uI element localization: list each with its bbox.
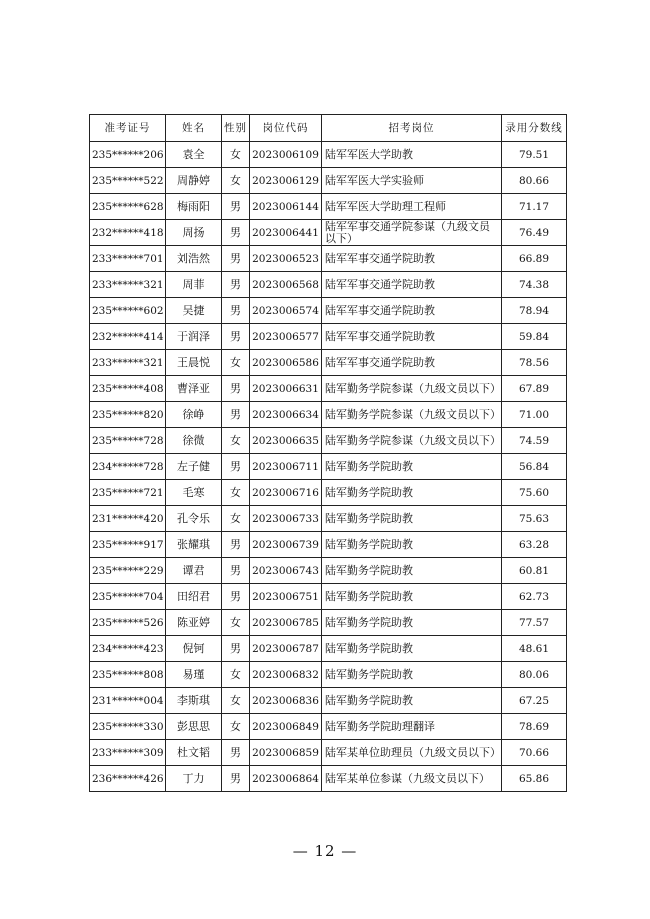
- cell-exam-id: 233******321: [90, 350, 166, 376]
- cell-gender: 女: [222, 350, 250, 376]
- cell-post-code: 2023006711: [250, 454, 322, 480]
- cell-post: 陆军勤务学院助教: [322, 662, 502, 688]
- cell-gender: 男: [222, 246, 250, 272]
- cell-post: 陆军勤务学院助理翻译: [322, 714, 502, 740]
- cell-post-code: 2023006574: [250, 298, 322, 324]
- cell-exam-id: 231******420: [90, 506, 166, 532]
- cell-post: 陆军勤务学院助教: [322, 454, 502, 480]
- cell-post: 陆军勤务学院助教: [322, 636, 502, 662]
- header-gender: 性别: [222, 115, 250, 142]
- cell-name: 陈亚婷: [166, 610, 222, 636]
- table-row: [90, 636, 567, 662]
- header-score: 录用分数线: [502, 115, 567, 142]
- cell-score: 77.57: [502, 610, 567, 636]
- cell-score: 67.25: [502, 688, 567, 714]
- cell-score: 78.69: [502, 714, 567, 740]
- cell-exam-id: 235******721: [90, 480, 166, 506]
- cell-name: 孔令乐: [166, 506, 222, 532]
- table-row: [90, 506, 567, 532]
- cell-gender: 女: [222, 688, 250, 714]
- cell-post: 陆军军事交通学院助教: [322, 272, 502, 298]
- table-row: [90, 142, 567, 168]
- table-row: [90, 194, 567, 220]
- cell-name: 易瑾: [166, 662, 222, 688]
- cell-post-code: 2023006586: [250, 350, 322, 376]
- cell-post-code: 2023006523: [250, 246, 322, 272]
- table-row: [90, 402, 567, 428]
- cell-name: 王晨悦: [166, 350, 222, 376]
- cell-post: 陆军军医大学助理工程师: [322, 194, 502, 220]
- cell-post-code: 2023006859: [250, 740, 322, 766]
- cell-post: 陆军军事交通学院助教: [322, 298, 502, 324]
- cell-gender: 男: [222, 298, 250, 324]
- cell-gender: 女: [222, 506, 250, 532]
- table-row: [90, 246, 567, 272]
- cell-exam-id: 235******917: [90, 532, 166, 558]
- cell-gender: 男: [222, 324, 250, 350]
- cell-gender: 男: [222, 402, 250, 428]
- cell-name: 田绍君: [166, 584, 222, 610]
- table-row: [90, 428, 567, 454]
- cell-post-code: 2023006832: [250, 662, 322, 688]
- cell-exam-id: 235******602: [90, 298, 166, 324]
- cell-score: 63.28: [502, 532, 567, 558]
- cell-score: 74.38: [502, 272, 567, 298]
- cell-name: 丁力: [166, 766, 222, 792]
- cell-score: 70.66: [502, 740, 567, 766]
- table-row: [90, 766, 567, 792]
- cell-post-code: 2023006787: [250, 636, 322, 662]
- header-post-code: 岗位代码: [250, 115, 322, 142]
- cell-exam-id: 235******704: [90, 584, 166, 610]
- cell-post-code: 2023006733: [250, 506, 322, 532]
- cell-score: 75.63: [502, 506, 567, 532]
- cell-name: 张耀琪: [166, 532, 222, 558]
- cell-gender: 女: [222, 480, 250, 506]
- cell-gender: 女: [222, 662, 250, 688]
- cell-score: 65.86: [502, 766, 567, 792]
- cell-gender: 男: [222, 584, 250, 610]
- table-header-row: [90, 115, 567, 142]
- cell-post: 陆军某单位参谋（九级文员以下）: [322, 766, 502, 792]
- cell-exam-id: 234******423: [90, 636, 166, 662]
- cell-name: 刘浩然: [166, 246, 222, 272]
- cell-name: 周静婷: [166, 168, 222, 194]
- cell-post: 陆军某单位助理员（九级文员以下）: [322, 740, 502, 766]
- table-row: [90, 350, 567, 376]
- table-row: [90, 220, 567, 246]
- cell-post: 陆军勤务学院助教: [322, 558, 502, 584]
- cell-post: 陆军军事交通学院参谋（九级文员以下）: [322, 220, 502, 246]
- cell-post-code: 2023006864: [250, 766, 322, 792]
- cell-gender: 女: [222, 142, 250, 168]
- cell-post: 陆军勤务学院参谋（九级文员以下）: [322, 428, 502, 454]
- cell-post-code: 2023006634: [250, 402, 322, 428]
- cell-exam-id: 235******229: [90, 558, 166, 584]
- table-row: [90, 714, 567, 740]
- cell-gender: 女: [222, 428, 250, 454]
- cell-name: 谭君: [166, 558, 222, 584]
- header-post: 招考岗位: [322, 115, 502, 142]
- cell-name: 徐微: [166, 428, 222, 454]
- cell-score: 48.61: [502, 636, 567, 662]
- cell-post-code: 2023006129: [250, 168, 322, 194]
- cell-post-code: 2023006836: [250, 688, 322, 714]
- table-row: [90, 610, 567, 636]
- table-row: [90, 376, 567, 402]
- cell-name: 吴捷: [166, 298, 222, 324]
- cell-post-code: 2023006631: [250, 376, 322, 402]
- table-row: [90, 584, 567, 610]
- cell-exam-id: 235******408: [90, 376, 166, 402]
- cell-post: 陆军军事交通学院助教: [322, 350, 502, 376]
- table-row: [90, 454, 567, 480]
- cell-gender: 男: [222, 272, 250, 298]
- cell-exam-id: 236******426: [90, 766, 166, 792]
- cell-post: 陆军勤务学院助教: [322, 532, 502, 558]
- cell-post: 陆军勤务学院助教: [322, 688, 502, 714]
- cell-exam-id: 235******330: [90, 714, 166, 740]
- cell-post-code: 2023006109: [250, 142, 322, 168]
- cell-name: 毛寒: [166, 480, 222, 506]
- cell-name: 左子健: [166, 454, 222, 480]
- cell-exam-id: 233******321: [90, 272, 166, 298]
- cell-score: 74.59: [502, 428, 567, 454]
- cell-gender: 女: [222, 714, 250, 740]
- cell-post: 陆军勤务学院助教: [322, 480, 502, 506]
- cell-name: 周菲: [166, 272, 222, 298]
- cell-score: 62.73: [502, 584, 567, 610]
- cell-score: 80.06: [502, 662, 567, 688]
- cell-post: 陆军军医大学助教: [322, 142, 502, 168]
- cell-score: 71.00: [502, 402, 567, 428]
- cell-post-code: 2023006577: [250, 324, 322, 350]
- table-row: [90, 272, 567, 298]
- cell-score: 76.49: [502, 220, 567, 246]
- cell-exam-id: 232******418: [90, 220, 166, 246]
- cell-post-code: 2023006568: [250, 272, 322, 298]
- cell-post: 陆军军事交通学院助教: [322, 324, 502, 350]
- cell-gender: 男: [222, 454, 250, 480]
- cell-score: 79.51: [502, 142, 567, 168]
- table-row: [90, 558, 567, 584]
- admission-score-table: [89, 114, 567, 792]
- table-row: [90, 480, 567, 506]
- cell-score: 59.84: [502, 324, 567, 350]
- cell-name: 于润泽: [166, 324, 222, 350]
- cell-post: 陆军勤务学院参谋（九级文员以下）: [322, 376, 502, 402]
- cell-score: 80.66: [502, 168, 567, 194]
- cell-post-code: 2023006441: [250, 220, 322, 246]
- cell-gender: 男: [222, 220, 250, 246]
- cell-score: 78.56: [502, 350, 567, 376]
- cell-gender: 男: [222, 376, 250, 402]
- table-row: [90, 740, 567, 766]
- cell-post-code: 2023006144: [250, 194, 322, 220]
- cell-exam-id: 235******526: [90, 610, 166, 636]
- cell-post-code: 2023006743: [250, 558, 322, 584]
- cell-name: 倪钶: [166, 636, 222, 662]
- cell-name: 杜文韬: [166, 740, 222, 766]
- header-exam-id: 准考证号: [90, 115, 166, 142]
- cell-post-code: 2023006849: [250, 714, 322, 740]
- cell-exam-id: 231******004: [90, 688, 166, 714]
- cell-post-code: 2023006635: [250, 428, 322, 454]
- cell-post: 陆军勤务学院助教: [322, 584, 502, 610]
- cell-name: 徐峥: [166, 402, 222, 428]
- cell-gender: 男: [222, 532, 250, 558]
- cell-gender: 女: [222, 610, 250, 636]
- cell-gender: 女: [222, 168, 250, 194]
- cell-exam-id: 234******728: [90, 454, 166, 480]
- cell-post-code: 2023006716: [250, 480, 322, 506]
- table-row: [90, 532, 567, 558]
- cell-exam-id: 235******206: [90, 142, 166, 168]
- cell-post-code: 2023006751: [250, 584, 322, 610]
- cell-score: 67.89: [502, 376, 567, 402]
- cell-gender: 男: [222, 558, 250, 584]
- header-name: 姓名: [166, 115, 222, 142]
- cell-score: 71.17: [502, 194, 567, 220]
- cell-exam-id: 235******808: [90, 662, 166, 688]
- cell-name: 梅雨阳: [166, 194, 222, 220]
- cell-exam-id: 235******820: [90, 402, 166, 428]
- cell-score: 78.94: [502, 298, 567, 324]
- cell-score: 66.89: [502, 246, 567, 272]
- cell-post: 陆军军医大学实验师: [322, 168, 502, 194]
- page-number: — 12 —: [292, 842, 358, 860]
- cell-post: 陆军勤务学院助教: [322, 610, 502, 636]
- cell-exam-id: 233******309: [90, 740, 166, 766]
- cell-name: 彭思思: [166, 714, 222, 740]
- cell-post-code: 2023006785: [250, 610, 322, 636]
- cell-name: 周扬: [166, 220, 222, 246]
- cell-exam-id: 235******522: [90, 168, 166, 194]
- cell-post: 陆军军事交通学院助教: [322, 246, 502, 272]
- table-row: [90, 298, 567, 324]
- cell-gender: 男: [222, 766, 250, 792]
- cell-score: 56.84: [502, 454, 567, 480]
- table-body: [90, 142, 567, 792]
- table-row: [90, 662, 567, 688]
- cell-gender: 男: [222, 740, 250, 766]
- cell-score: 75.60: [502, 480, 567, 506]
- cell-score: 60.81: [502, 558, 567, 584]
- cell-exam-id: 235******728: [90, 428, 166, 454]
- cell-post-code: 2023006739: [250, 532, 322, 558]
- cell-name: 袁全: [166, 142, 222, 168]
- cell-exam-id: 233******701: [90, 246, 166, 272]
- cell-post: 陆军勤务学院参谋（九级文员以下）: [322, 402, 502, 428]
- table-row: [90, 324, 567, 350]
- cell-post: 陆军勤务学院助教: [322, 506, 502, 532]
- table-row: [90, 168, 567, 194]
- cell-exam-id: 232******414: [90, 324, 166, 350]
- cell-gender: 男: [222, 636, 250, 662]
- cell-exam-id: 235******628: [90, 194, 166, 220]
- cell-gender: 男: [222, 194, 250, 220]
- cell-name: 李斯琪: [166, 688, 222, 714]
- cell-name: 曹泽亚: [166, 376, 222, 402]
- table-row: [90, 688, 567, 714]
